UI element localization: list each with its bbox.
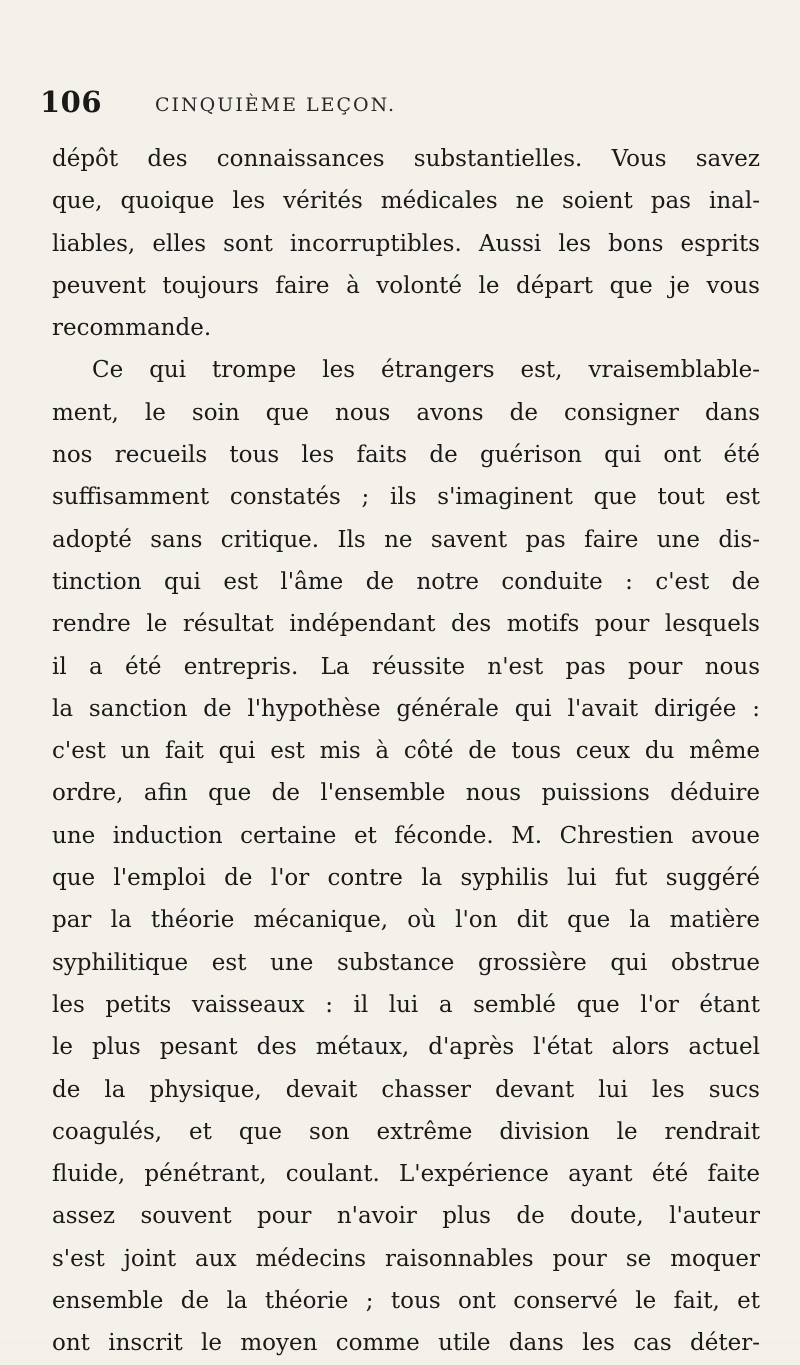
text-line: syphilitique est une substance grossière qui obstrue <box>52 949 760 976</box>
text-line: peuvent toujours faire à volonté le départ que je vous <box>52 272 760 299</box>
text-line: ordre, afin que de l'ensemble nous puissions déduire <box>52 780 760 807</box>
text-line: s'est joint aux médecins raisonnables pour se moquer <box>52 1245 760 1272</box>
text-line: adopté sans critique. Ils ne savent pas faire une dis- <box>52 526 760 553</box>
text-line: nos recueils tous les faits de guérison qui ont été <box>52 442 760 469</box>
text-line: par la théorie mécanique, où l'on dit que la matière <box>52 907 760 934</box>
text-line: fluide, pénétrant, coulant. L'expérience ayant été faite <box>52 1161 760 1188</box>
text-line: la sanction de l'hypothèse générale qui l'avait dirigée : <box>52 695 760 722</box>
running-head: CINQUIÈME LEÇON. <box>155 94 397 116</box>
text-line: tinction qui est l'âme de notre conduite : c'est de <box>52 568 760 595</box>
text-line: liables, elles sont incorruptibles. Aussi les bons esprits <box>52 230 760 257</box>
text-line: le plus pesant des métaux, d'après l'état alors actuel <box>52 1034 760 1061</box>
text-line: recommande. <box>52 315 212 342</box>
text-line: rendre le résultat indépendant des motifs pour lesquels <box>52 611 760 638</box>
body-text <box>52 138 760 1365</box>
text-line: dépôt des connaissances substantielles. Vous savez <box>52 146 760 172</box>
text-line: ensemble de la théorie ; tous ont conservé le fait, et <box>52 1288 760 1315</box>
text-line: les petits vaisseaux : il lui a semblé que l'or étant <box>52 991 760 1018</box>
text-line: Ce qui trompe les étrangers est, vraisemblable- <box>92 357 760 384</box>
text-line: de la physique, devait chasser devant lui les sucs <box>52 1076 760 1103</box>
text-line: ment, le soin que nous avons de consigner dans <box>52 399 760 426</box>
text-line: il a été entrepris. La réussite n'est pas pour nous <box>52 653 760 680</box>
text-line: c'est un fait qui est mis à côté de tous ceux du même <box>52 738 760 765</box>
page-number: 106 <box>40 85 103 119</box>
text-line: coagulés, et que son extrême division le rendrait <box>52 1118 760 1145</box>
text-line: assez souvent pour n'avoir plus de doute, l'auteur <box>52 1203 760 1230</box>
page-header <box>40 85 760 125</box>
text-line: ont inscrit le moyen comme utile dans les cas déter- <box>52 1330 760 1357</box>
text-line: que, quoique les vérités médicales ne soient pas inal- <box>52 188 760 215</box>
text-line: une induction certaine et féconde. M. Chrestien avoue <box>52 822 760 849</box>
text-line: que l'emploi de l'or contre la syphilis lui fut suggéré <box>52 865 760 892</box>
text-line: suffisamment constatés ; ils s'imaginent que tout est <box>52 484 760 511</box>
